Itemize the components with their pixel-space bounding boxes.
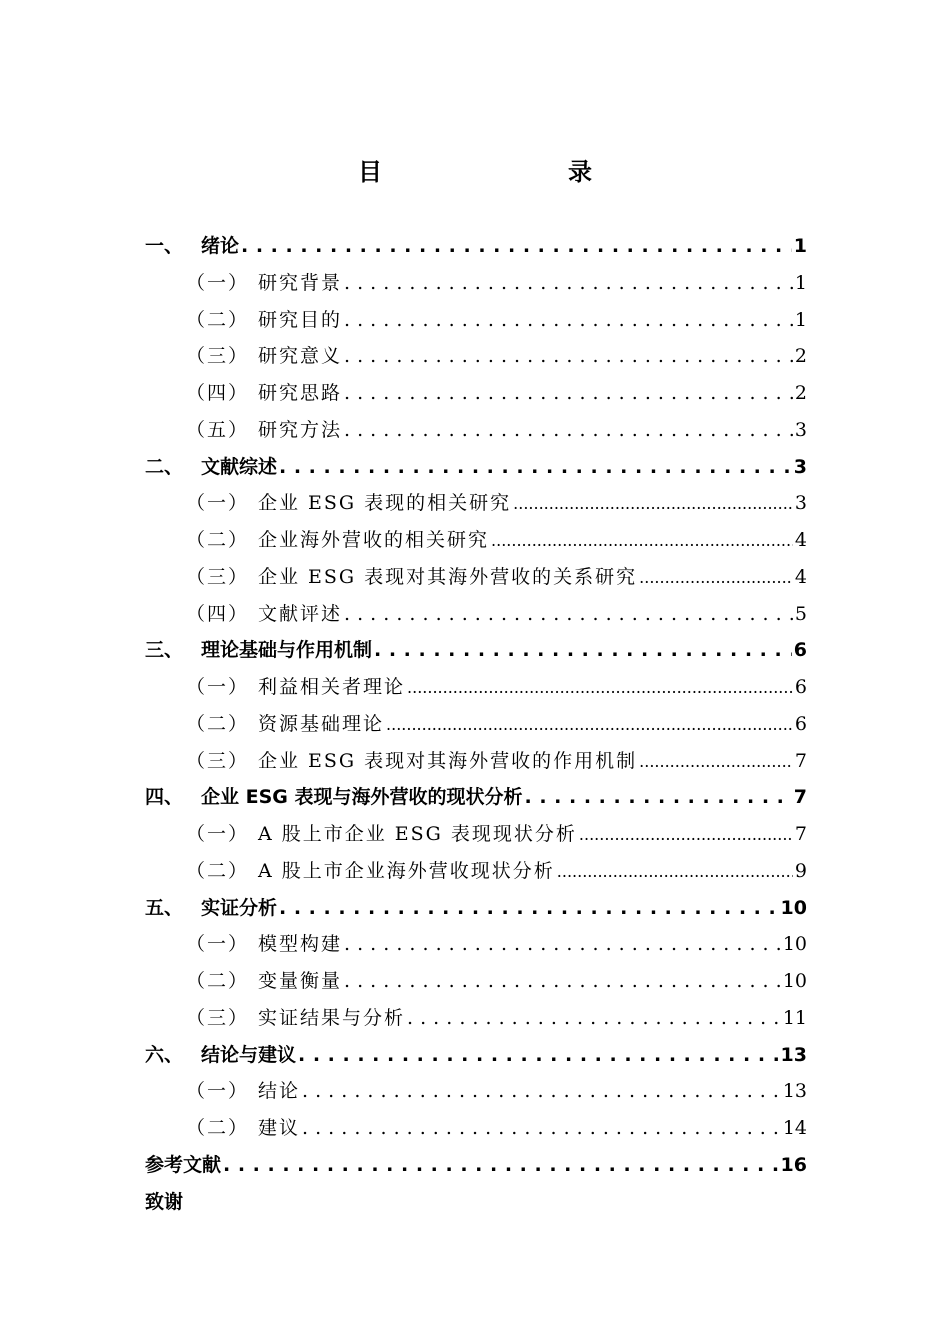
toc-entry-title: 绪论 (201, 235, 240, 257)
toc-entry-title: 文献综述 (201, 455, 278, 478)
toc-section-entry[interactable] (145, 743, 807, 780)
toc-entry-title: 研究背景 (258, 271, 343, 294)
toc-dot-leader (557, 853, 793, 890)
toc-page-number: 2 (794, 382, 807, 404)
toc-entry-title: 企业 ESG 表现与海外营收的现状分析 (201, 786, 523, 809)
toc-entry-title: 参考文献 (145, 1153, 222, 1176)
toc-chapter-entry[interactable] (145, 1184, 807, 1221)
toc-page-number: 16 (780, 1153, 807, 1176)
toc-dot-leader (407, 1000, 781, 1037)
toc-page-number: 1 (794, 271, 807, 294)
toc-page-number: 4 (794, 565, 807, 588)
toc-entry-title: 建议 (258, 1117, 301, 1139)
toc-dot-leader (344, 375, 793, 412)
toc-section-entry[interactable] (145, 265, 807, 302)
toc-entry-number: 五、 (145, 896, 184, 919)
toc-entry-title: 研究思路 (258, 382, 343, 404)
page-title: 目 录 (358, 158, 638, 186)
toc-dot-leader (344, 412, 793, 449)
toc-entry-number: （二） (186, 970, 250, 992)
toc-section-entry[interactable] (145, 926, 807, 963)
toc-dot-leader (344, 265, 793, 302)
toc-entry-number: 四、 (145, 786, 184, 809)
toc-entry-number: （三） (186, 1006, 250, 1029)
toc-dot-leader (639, 559, 793, 596)
toc-dot-leader (344, 338, 793, 375)
toc-entry-title: 实证分析 (201, 896, 278, 919)
toc-page-number: 7 (793, 786, 807, 809)
table-of-contents (145, 228, 807, 1220)
toc-page-number: 13 (782, 1080, 807, 1103)
toc-page-number: 10 (782, 933, 807, 956)
toc-entry-number: （一） (186, 823, 250, 845)
toc-page-number: 11 (782, 1006, 807, 1029)
toc-chapter-entry[interactable] (145, 632, 807, 669)
toc-entry-title: 模型构建 (258, 933, 343, 956)
toc-entry-number: （四） (186, 602, 250, 625)
toc-entry-number: （一） (186, 1080, 250, 1103)
toc-entry-title: 研究方法 (258, 418, 343, 441)
toc-section-entry[interactable] (145, 816, 807, 853)
toc-section-entry[interactable] (145, 485, 807, 522)
toc-entry-number: 三、 (145, 639, 184, 662)
toc-entry-title: 致谢 (145, 1190, 184, 1213)
toc-page-number: 7 (794, 749, 807, 772)
toc-entry-number: （一） (186, 492, 250, 515)
toc-section-entry[interactable] (145, 338, 807, 375)
toc-dot-leader (407, 669, 793, 706)
toc-page-number: 10 (780, 896, 807, 919)
toc-dot-leader (223, 1147, 779, 1184)
toc-entry-number: （二） (186, 712, 250, 735)
toc-page-number: 10 (782, 970, 807, 992)
toc-section-entry[interactable] (145, 963, 807, 1000)
toc-page-number: 4 (794, 529, 807, 551)
toc-dot-leader (491, 522, 793, 559)
toc-section-entry[interactable] (145, 1000, 807, 1037)
toc-page-number: 3 (794, 492, 807, 515)
toc-page-number: 2 (794, 345, 807, 368)
toc-chapter-entry[interactable] (145, 1147, 807, 1184)
toc-page-number: 13 (780, 1043, 807, 1066)
toc-entry-title: 企业 ESG 表现对其海外营收的作用机制 (258, 749, 638, 772)
toc-entry-title: 企业 ESG 表现的相关研究 (258, 492, 512, 515)
toc-section-entry[interactable] (145, 1073, 807, 1110)
toc-page-number: 1 (793, 235, 807, 257)
toc-entry-title: 结论与建议 (201, 1043, 297, 1066)
toc-entry-number: （一） (186, 271, 250, 294)
toc-dot-leader (579, 816, 793, 853)
toc-section-entry[interactable] (145, 302, 807, 339)
toc-entry-number: 六、 (145, 1043, 184, 1066)
toc-section-entry[interactable] (145, 596, 807, 633)
toc-dot-leader (302, 1073, 781, 1110)
toc-chapter-entry[interactable] (145, 779, 807, 816)
toc-entry-number: （二） (186, 859, 250, 882)
toc-dot-leader (386, 706, 793, 743)
toc-entry-number: （三） (186, 565, 250, 588)
toc-entry-title: 实证结果与分析 (258, 1006, 406, 1029)
toc-entry-number: （一） (186, 676, 250, 698)
toc-dot-leader (344, 596, 793, 633)
toc-dot-leader (525, 779, 792, 816)
toc-entry-title: A 股上市企业 ESG 表现现状分析 (258, 823, 577, 845)
toc-dot-leader (639, 743, 793, 780)
toc-entry-title: 文献评述 (258, 602, 343, 625)
toc-entry-title: 企业海外营收的相关研究 (258, 529, 490, 551)
toc-chapter-entry[interactable] (145, 449, 807, 486)
toc-page-number: 5 (794, 602, 807, 625)
toc-entry-title: A 股上市企业海外营收现状分析 (258, 859, 555, 882)
toc-dot-leader (344, 963, 781, 1000)
toc-chapter-entry[interactable] (145, 1037, 807, 1074)
toc-entry-title: 理论基础与作用机制 (201, 639, 373, 662)
toc-entry-number: （五） (186, 418, 250, 441)
toc-entry-number: （四） (186, 382, 250, 404)
toc-dot-leader (298, 1037, 779, 1074)
toc-page-number: 9 (794, 859, 807, 882)
toc-entry-number: （二） (186, 1117, 250, 1139)
toc-page-number: 6 (794, 676, 807, 698)
toc-dot-leader (279, 890, 779, 927)
toc-dot-leader (374, 632, 792, 669)
toc-entry-number: （二） (186, 308, 250, 331)
toc-section-entry[interactable] (145, 853, 807, 890)
toc-entry-title: 研究意义 (258, 345, 343, 368)
toc-entry-title: 利益相关者理论 (258, 676, 406, 698)
toc-entry-title: 企业 ESG 表现对其海外营收的关系研究 (258, 565, 638, 588)
toc-chapter-entry[interactable] (145, 228, 807, 265)
toc-entry-title: 研究目的 (258, 308, 343, 331)
toc-entry-number: （三） (186, 749, 250, 772)
toc-section-entry[interactable] (145, 559, 807, 596)
toc-page-number: 7 (794, 823, 807, 845)
toc-page-number: 6 (794, 712, 807, 735)
toc-entry-number: （二） (186, 529, 250, 551)
toc-entry-number: （一） (186, 933, 250, 956)
toc-page-number: 3 (793, 455, 807, 478)
toc-chapter-entry[interactable] (145, 890, 807, 927)
toc-page-number: 1 (794, 308, 807, 331)
toc-dot-leader (513, 485, 793, 522)
toc-section-entry[interactable] (145, 706, 807, 743)
toc-section-entry[interactable] (145, 375, 807, 412)
toc-entry-title: 资源基础理论 (258, 712, 385, 735)
toc-dot-leader (302, 1110, 781, 1147)
toc-page-number: 14 (782, 1117, 807, 1139)
toc-dot-leader (344, 926, 781, 963)
toc-section-entry[interactable] (145, 669, 807, 706)
toc-section-entry[interactable] (145, 522, 807, 559)
toc-dot-leader (241, 228, 792, 265)
toc-entry-number: 一、 (145, 235, 184, 257)
toc-entry-title: 结论 (258, 1080, 301, 1103)
toc-dot-leader (279, 449, 792, 486)
toc-section-entry[interactable] (145, 1110, 807, 1147)
toc-section-entry[interactable] (145, 412, 807, 449)
toc-page-number: 3 (794, 418, 807, 441)
toc-dot-leader (344, 302, 793, 339)
toc-entry-number: （三） (186, 345, 250, 368)
toc-entry-number: 二、 (145, 455, 184, 478)
toc-entry-title: 变量衡量 (258, 970, 343, 992)
toc-page-number: 6 (793, 639, 807, 662)
